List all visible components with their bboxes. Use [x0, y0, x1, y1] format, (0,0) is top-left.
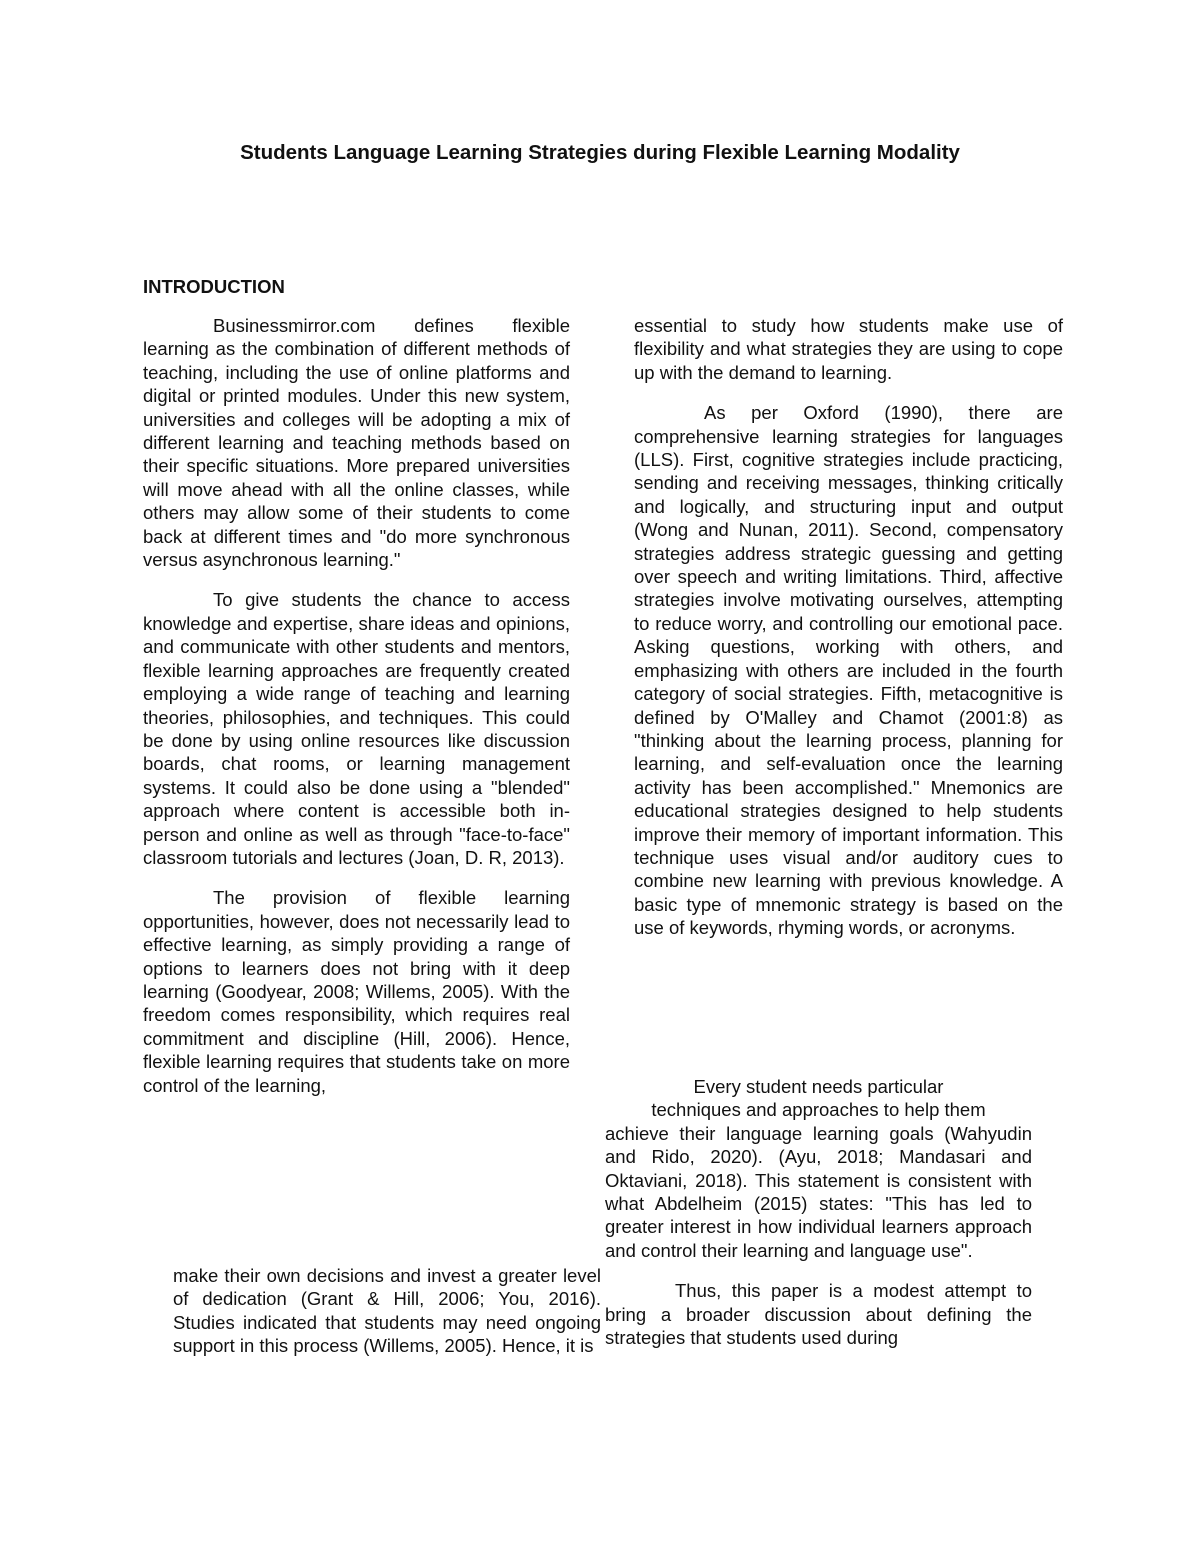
section-heading-introduction: INTRODUCTION	[143, 276, 285, 297]
paragraph: Thus, this paper is a modest attempt to bring a broader discussion about defining the strategies that students used during	[605, 1280, 1032, 1349]
right-column	[634, 314, 1063, 957]
paragraph: make their own decisions and invest a greater level of dedication (Grant & Hill, 2006; You, 2016). Studies indicated that students may need ongoing support in this process (Willems, 2005). Hence, it is	[173, 1265, 601, 1357]
paper-title: Students Language Learning Strategies during Flexible Learning Modality	[240, 141, 960, 164]
paragraph: achieve their language learning goals (Wahyudin and Rido, 2020). (Ayu, 2018; Mandasari and Oktaviani, 2018). This statement is consistent with what Abdelheim (2015) states: "This has led to greater interest in how individual learners approach and control their learning and language use".	[605, 1122, 1032, 1261]
paragraph: To give students the chance to access knowledge and expertise, share ideas and opinions, and communicate with other students and mentors, flexible learning approaches are frequently created employing a wide range of teaching and learning theories, philosophies, and techniques. This could be done by using online resources like discussion boards, chat rooms, or learning management systems. It could also be done using a "blended" approach where content is accessible both in-person and online as well as through "face-to-face" classroom tutorials and lectures (Joan, D. R, 2013).	[143, 589, 570, 868]
paragraph: essential to study how students make use of flexibility and what strategies they are using to cope up with the demand to learning.	[634, 315, 1063, 383]
paragraph-line: techniques and approaches to help them	[651, 1099, 986, 1121]
left-column-continuation	[173, 1264, 601, 1375]
right-column-lower	[605, 1075, 1032, 1366]
paragraph: The provision of flexible learning opportunities, however, does not necessarily lead to effective learning, as simply providing a range of options to learners does not bring with it deep learning (Goodyear, 2008; Willems, 2005). With the freedom comes responsibility, which requires real commitment and discipline (Hill, 2006). Hence, flexible learning requires that students take on more control of the learning,	[143, 887, 570, 1096]
paragraph: Businessmirror.com defines flexible learning as the combination of different methods of teaching, including the use of online platforms and digital or printed modules. Under this new system, universities and colleges will be adopting a mix of different learning and teaching methods based on their specific situations. More prepared universities will move ahead with all the online classes, while others may allow some of their students to come back at different times and "do more synchronous versus asynchronous learning."	[143, 315, 570, 571]
paragraph: As per Oxford (1990), there are comprehensive learning strategies for languages (LLS). First, cognitive strategies include practicing, sending and receiving messages, thinking critically and logically, and structuring input and output (Wong and Nunan, 2011). Second, compensatory strategies address strategic guessing and getting over speech and writing limitations. Third, affective strategies involve motivating ourselves, attempting to reduce worry, and controlling our emotional pace. Asking questions, working with others, and emphasizing with others are included in the fourth category of social strategies. Fifth, metacognitive is defined by O'Malley and Chamot (2001:8) as "thinking about the learning process, planning for learning, and self-evaluation once the learning activity has been accomplished." Mnemonics are educational strategies designed to help students improve their memory of important information. This technique uses visual and/or auditory cues to combine new learning with previous knowledge. A basic type of mnemonic strategy is based on the use of keywords, rhyming words, or acronyms.	[634, 402, 1063, 939]
paragraph-line: Every student needs particular	[693, 1076, 944, 1097]
left-column	[143, 314, 570, 1114]
